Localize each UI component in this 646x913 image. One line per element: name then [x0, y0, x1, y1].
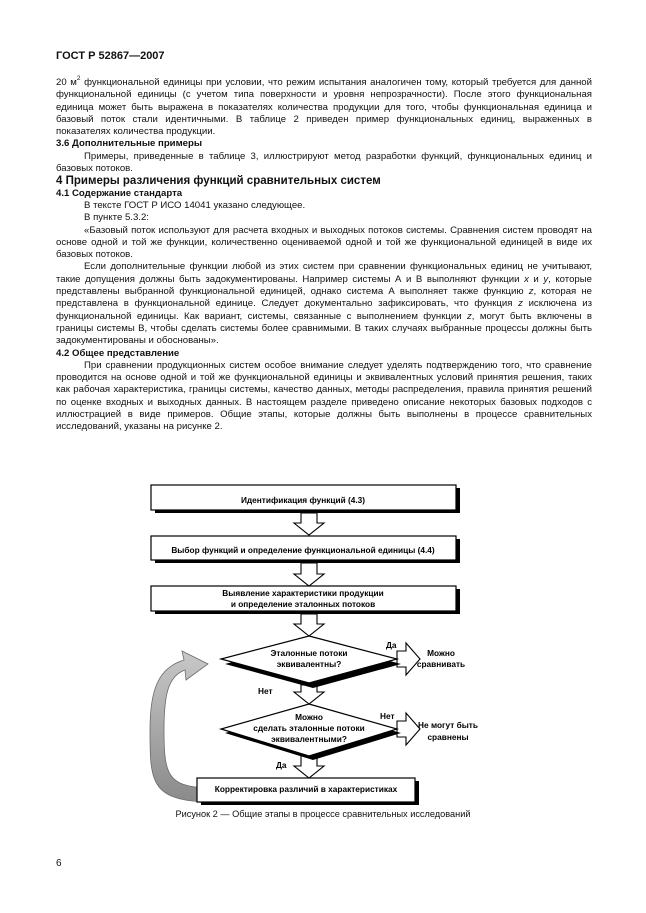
outcome-can-compare-l2: сравнивать: [416, 659, 466, 669]
decision-make-equivalent: [221, 704, 401, 760]
section-3-6-text: Примеры, приведенные в таблице 3, иллюстрируют метод разработки функций, функциональных единиц и базовых потоков.: [56, 150, 592, 175]
svg-text:Идентификация функций (4.3): Идентификация функций (4.3): [240, 495, 366, 506]
section-4-1-line2: В пункте 5.3.2:: [84, 212, 149, 224]
arrow-diamond1-diamond2: [294, 685, 324, 704]
arrow-box1-box2: [294, 513, 324, 535]
arrow-diamond2-no: [397, 713, 420, 745]
label-d2-yes: Да: [276, 760, 287, 770]
quote-paragraph-2: Если дополнительные функции любой из этих систем при сравнении функциональных единиц не учитывают, такие допущения должны быть задокументированы. Например системы А и В выполняют функции x и y, которые представлены выбранной функциональной единицей, однако система А выполняет также функцию z, которая не представлена в функциональной единице. Следует документально зафиксировать, что функция z исключена из функциональной единицы. Как вариант, системы, связанные с выполнением функции z, могут быть включены в границы системы В, чтобы сделать системы более сравнимыми. В таких случаях выбранные процессы должны быть задокументированы и обоснованы».: [56, 261, 593, 347]
paragraph-functional-unit: 20 $м^2$ функциональной единицы при условии, что режим испытания аналогичен тому, который требуется для данной функциональной единицы (с учетом типа поверхности и уровня непрозрачности). После этого функциональная единица может быть выражена в показателях количества продукции для того, чтобы функциональная единица и базовый поток стали идентичными. В таблице 2 приведен пример функциональных единиц, выраженных в показателях количества продукции.: [56, 75, 592, 138]
svg-text:Корректировка различий в харак: Корректировка различий в характеристиках: [214, 784, 398, 795]
svg-text:Выявление характеристики проду: Выявление характеристики продукции: [222, 588, 384, 599]
page-number: 6: [56, 858, 62, 869]
section-4-title: 4 Примеры различения функций сравнительных систем: [56, 175, 381, 188]
box-select-functions: [151, 536, 460, 563]
doc-header: ГОСТ Р 52867—2007: [56, 50, 165, 62]
box-identify-functions: [151, 485, 460, 513]
arrow-diamond2-box4: [294, 756, 324, 778]
section-4-1-title: 4.1 Содержание стандарта: [56, 187, 183, 199]
svg-text:сделать эталонные потоки: сделать эталонные потоки: [253, 723, 365, 734]
section-3-6-title: 3.6 Дополнительные примеры: [56, 138, 203, 150]
arrow-box3-diamond1: [294, 614, 324, 636]
svg-text:Эталонные потоки: Эталонные потоки: [270, 648, 348, 659]
quote-paragraph-1: «Базовый поток используют для расчета входных и выходных потоков системы. Сравнения систем проводят на основе одной и той же функции, количественно оцениваемой одной и той же функциональной единицей в виде их базовых потоков.: [56, 224, 592, 261]
label-d1-no: Нет: [258, 686, 273, 696]
label-d1-yes: Да: [386, 640, 397, 650]
outcome-cannot-compare-l1: Не могут быть: [418, 720, 478, 730]
outcome-can-compare-l1: Можно: [427, 648, 455, 658]
outcome-cannot-compare-l2: сравнены: [427, 732, 469, 742]
svg-text:Выбор функций и определение фу: Выбор функций и определение функциональной единицы (4.4): [171, 545, 435, 556]
section-4-1-line1: В тексте ГОСТ Р ИСО 14041 указано следующее.: [84, 199, 306, 211]
svg-text:эквивалентными?: эквивалентными?: [271, 734, 347, 745]
box-product-characteristics: [151, 586, 460, 614]
figure-caption: Рисунок 2 — Общие этапы в процессе сравнительных исследований: [175, 809, 471, 819]
svg-text:Можно: Можно: [295, 712, 323, 723]
section-4-2-text: При сравнении продукционных систем особое внимание следует уделять подтверждению того, что сравнение проводится на основе одной и той же функциональной единицы и эквивалентных условий принятия решения, таких как рабочая характеристика, границы системы, качество данных, методы распределения, правила принятия решений по оценке входных и выходных данных. В настоящем разделе приведено описание некоторых базовых подходов с иллюстрацией в виде примеров. Общие этапы, которые должны быть выполнены в процессе сравнительных исследований, указаны на рисунке 2.: [56, 359, 592, 433]
box-adjust-differences: [197, 778, 419, 805]
decision-flows-equivalent: [221, 636, 401, 688]
arrow-box2-box3: [294, 563, 324, 586]
label-d2-no: Нет: [380, 711, 395, 721]
svg-text:эквивалентны?: эквивалентны?: [276, 659, 342, 670]
svg-text:и определение эталонных потоко: и определение эталонных потоков: [230, 599, 376, 610]
section-4-2-title: 4.2 Общее представление: [56, 347, 180, 359]
